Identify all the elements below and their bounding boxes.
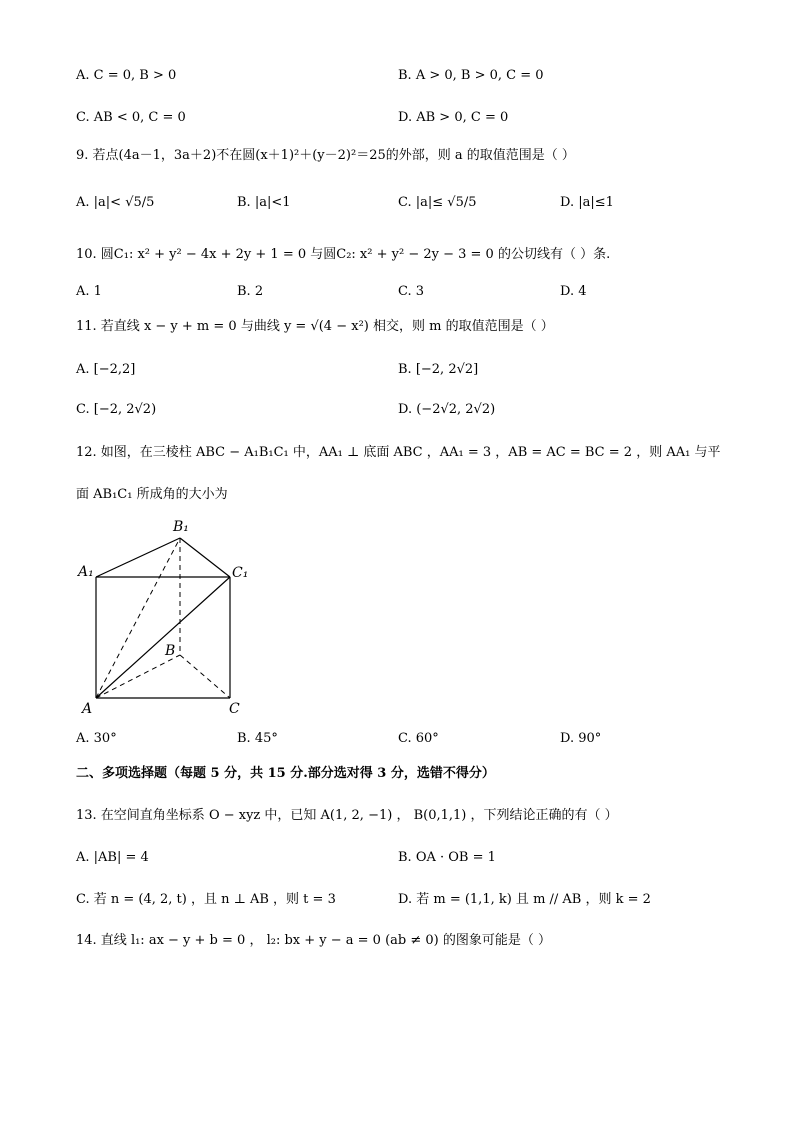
q11-option-a: A. [−2,2] [76,362,136,377]
vertex-b-label: B [165,643,176,659]
q8-option-b: B. A > 0, B > 0, C = 0 [398,68,544,83]
q10-option-c: C. 3 [398,284,425,299]
q8-option-c: C. AB < 0, C = 0 [76,110,186,125]
q13-option-c: C. 若 n = (4, 2, t) ，且 n ⊥ AB ，则 t = 3 [76,892,336,907]
q10-option-a: A. 1 [76,284,102,299]
q12-option-b: B. 45° [237,731,278,746]
q13-option-d: D. 若 m = (1,1, k) 且 m // AB ，则 k = 2 [398,892,651,907]
q12-stem-line1: 12. 如图，在三棱柱 ABC − A₁B₁C₁ 中，AA₁ ⊥ 底面 ABC ，AA₁ = 3 ，AB = AC = BC = 2 ，则 AA₁ 与平 [76,445,721,460]
q12-stem-line2: 面 AB₁C₁ 所成角的大小为 [76,487,228,502]
q9-option-c: C. |a|≤ √5/5 [398,195,477,210]
q12-option-a: A. 30° [76,731,117,746]
q13-option-a: A. |AB| = 4 [76,850,149,865]
q14-stem: 14. 直线 l₁: ax − y + b = 0 ， l₂: bx + y − a = 0 (ab ≠ 0) 的图象可能是（ ） [76,933,551,948]
q8-option-d: D. AB > 0, C = 0 [398,110,509,125]
q9-option-d: D. |a|≤1 [560,195,614,210]
q10-option-b: B. 2 [237,284,264,299]
vertex-a-label: A [82,701,93,717]
q11-stem: 11. 若直线 x − y + m = 0 与曲线 y = √(4 − x²) 相交，则 m 的取值范围是（ ） [76,319,554,334]
q12-option-c: C. 60° [398,731,439,746]
vertex-b1-label: B₁ [173,519,189,535]
section2-title: 二、多项选择题（每题 5 分，共 15 分.部分选对得 3 分，选错不得分） [76,766,495,781]
q9-option-a: A. |a|< √5/5 [76,195,155,210]
prism-figure [70,512,260,722]
q9-option-b: B. |a|<1 [237,195,291,210]
vertex-c1-label: C₁ [232,565,249,581]
q10-stem: 10. 圆C₁: x² + y² − 4x + 2y + 1 = 0 与圆C₂: x² + y² − 2y − 3 = 0 的公切线有（ ）条. [76,247,611,262]
q9-stem: 9. 若点(4a－1，3a＋2)不在圆(x＋1)²＋(y－2)²＝25的外部，则 a 的取值范围是（ ） [76,148,575,163]
q10-option-d: D. 4 [560,284,587,299]
q11-option-c: C. [−2, 2√2) [76,402,157,417]
q11-option-d: D. (−2√2, 2√2) [398,402,496,417]
q13-stem: 13. 在空间直角坐标系 O − xyz 中，已知 A(1, 2, −1) ， B(0,1,1) ，下列结论正确的有（ ） [76,808,618,823]
vertex-a1-label: A₁ [78,564,94,580]
q8-option-a: A. C = 0, B > 0 [76,68,177,83]
q13-option-b: B. OA · OB = 1 [398,850,496,865]
q12-option-d: D. 90° [560,731,602,746]
vertex-c-label: C [229,701,240,717]
q11-option-b: B. [−2, 2√2] [398,362,479,377]
